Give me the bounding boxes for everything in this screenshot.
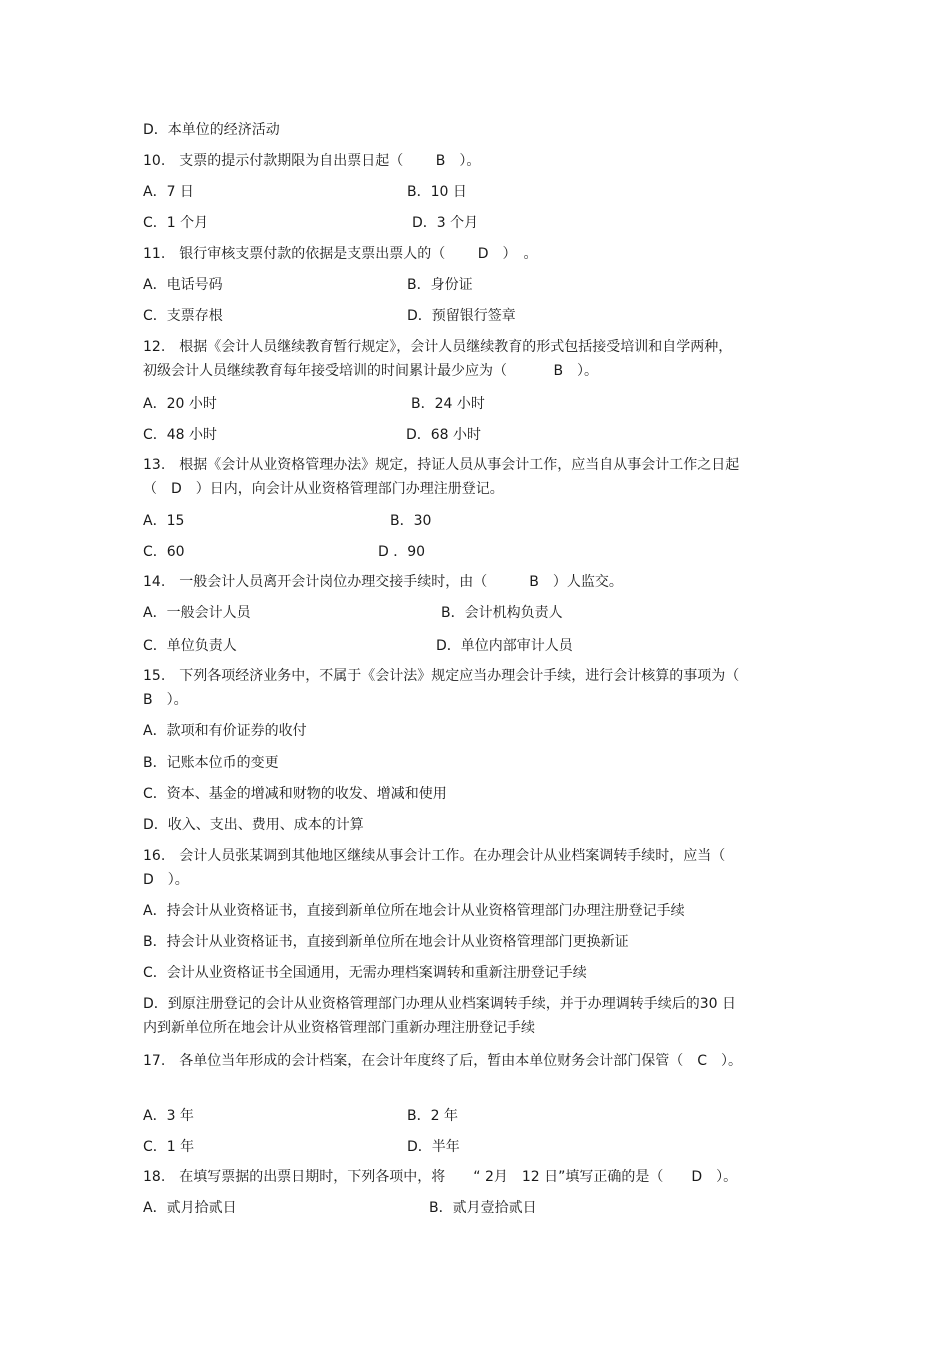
option-d: D ．90 (378, 544, 426, 560)
option-d: D．收入、支出、费用、成本的计算 (143, 817, 364, 833)
option-c: C．48 小时 (143, 427, 218, 443)
question-12: 12. 根据《会计人员继续教育暂行规定》，会计人员继续教育的形式包括接受培训和自学两种，初级会计人员继续教育每年接受培训的时间累计最少应为（ B ）。 (143, 339, 733, 379)
option-a: A．电话号码 (143, 277, 223, 293)
option-c: C．会计从业资格证书全国通用，无需办理档案调转和重新注册登记手续 (143, 965, 587, 981)
option-a: A．款项和有价证券的收付 (143, 723, 307, 739)
option-b: B．30 (390, 513, 432, 529)
option-d: D．到原注册登记的会计从业资格管理部门办理从业档案调转手续，并于办理调转手续后的30 日内到新单位所在地会计从业资格管理部门重新办理注册登记手续 (143, 996, 737, 1036)
question-10: 10. 支票的提示付款期限为自出票日起（ B ）。 (143, 153, 481, 169)
option-text: D．本单位的经济活动 (143, 122, 280, 138)
option-a: A．7 日 (143, 184, 194, 200)
question-11: 11. 银行审核支票付款的依据是支票出票人的（ D ） 。 (143, 246, 538, 262)
option-c: C．1 年 (143, 1139, 195, 1155)
option-b: B．2 年 (407, 1108, 458, 1124)
option-c: C．资本、基金的增减和财物的收发、增减和使用 (143, 786, 447, 802)
option-c: C．1 个月 (143, 215, 209, 231)
option-b: B．记账本位币的变更 (143, 755, 279, 771)
question-13: 13. 根据《会计从业资格管理办法》规定，持证人员从事会计工作，应当自从事会计工作之日起（ D ）日内，向会计从业资格管理部门办理注册登记。 (143, 457, 740, 497)
option-b: B．会计机构负责人 (441, 605, 563, 621)
option-c: C．单位负责人 (143, 638, 237, 654)
option-d: D．3 个月 (412, 215, 479, 231)
option-a: A．一般会计人员 (143, 605, 251, 621)
option-d: D．68 小时 (406, 427, 482, 443)
option-c: C．60 (143, 544, 185, 560)
option-b: B．贰月壹拾贰日 (429, 1200, 537, 1216)
option-d: D．预留银行签章 (407, 308, 516, 324)
option-d: D．半年 (407, 1139, 460, 1155)
option-b: B．持会计从业资格证书，直接到新单位所在地会计从业资格管理部门更换新证 (143, 934, 629, 950)
question-16: 16. 会计人员张某调到其他地区继续从事会计工作。在办理会计从业档案调转手续时，应当（ D ）。 (143, 848, 740, 888)
option-b: B．24 小时 (411, 396, 485, 412)
option-c: C．支票存根 (143, 308, 223, 324)
question-14: 14. 一般会计人员离开会计岗位办理交接手续时，由（ B ）人监交。 (143, 574, 623, 590)
option-a: A．持会计从业资格证书，直接到新单位所在地会计从业资格管理部门办理注册登记手续 (143, 903, 685, 919)
option-a: A．贰月拾贰日 (143, 1200, 237, 1216)
option-b: B．10 日 (407, 184, 467, 200)
option-a: A．15 (143, 513, 185, 529)
option-d: D．单位内部审计人员 (436, 638, 573, 654)
option-a: A．3 年 (143, 1108, 194, 1124)
option-a: A．20 小时 (143, 396, 217, 412)
question-17: 17. 各单位当年形成的会计档案，在会计年度终了后，暂由本单位财务会计部门保管（ C ）。 (143, 1053, 743, 1069)
question-15: 15. 下列各项经济业务中，不属于《会计法》规定应当办理会计手续，进行会计核算的事项为（ B ）。 (143, 668, 754, 708)
question-18: 18. 在填写票据的出票日期时，下列各项中，将 “ 2月 12 日”填写正确的是（ D ）。 (143, 1169, 738, 1185)
option-b: B．身份证 (407, 277, 473, 293)
